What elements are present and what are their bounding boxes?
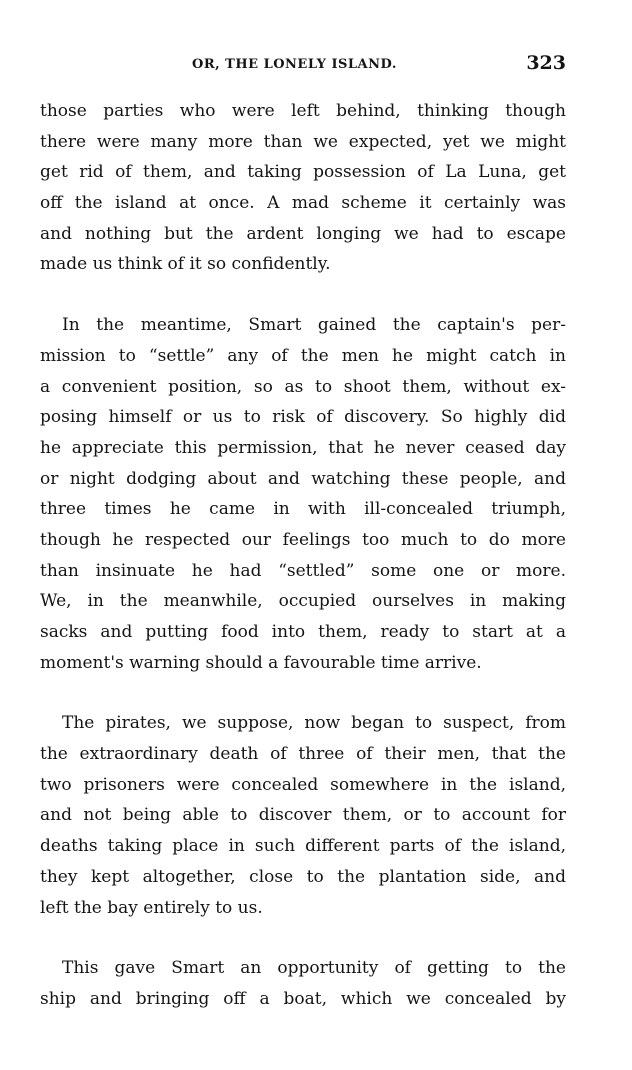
paragraph-1: [40, 96, 566, 280]
running-title: OR, THE LONELY ISLAND.: [192, 57, 397, 72]
body-text: [40, 96, 566, 1015]
paragraph-3: [40, 708, 566, 923]
text-line: deaths taking place in such different parts of the island,: [40, 836, 566, 857]
paragraph-4: [40, 953, 566, 1014]
text-line: made us think of it so confidently.: [40, 254, 331, 275]
text-line: and nothing but the ardent longing we had to escape: [40, 223, 566, 244]
text-line: In the meantime, Smart gained the captain's per-: [62, 315, 566, 336]
text-line: and not being able to discover them, or to account for: [40, 805, 566, 826]
text-line: he appreciate this permission, that he never ceased day: [40, 437, 566, 458]
text-line: left the bay entirely to us.: [40, 897, 263, 918]
text-line: sacks and putting food into them, ready to start at a: [40, 622, 566, 642]
text-line: ship and bringing off a boat, which we concealed by: [40, 988, 566, 1009]
text-line: We, in the meanwhile, occupied ourselves in making: [40, 591, 566, 612]
page-number: 323: [526, 52, 566, 74]
text-line: there were many more than we expected, yet we might: [40, 131, 566, 152]
text-line: they kept altogether, close to the plantation side, and: [40, 866, 566, 887]
text-line: the extraordinary death of three of their men, that the: [40, 744, 566, 765]
text-line: three times he came in with ill-concealed triumph,: [40, 499, 566, 520]
text-line: moment's warning should a favourable time arrive.: [40, 652, 482, 673]
page-header: [40, 52, 566, 78]
paragraph-2: [40, 310, 566, 678]
text-line: two prisoners were concealed somewhere in the island,: [40, 774, 566, 795]
text-line: though he respected our feelings too much to do more: [40, 529, 566, 550]
text-line: than insinuate he had “settled” some one or more.: [40, 560, 566, 581]
text-line: mission to “settle” any of the men he might catch in: [40, 345, 566, 366]
text-line: those parties who were left behind, thinking though: [40, 101, 566, 121]
text-line: posing himself or us to risk of discovery. So highly did: [40, 407, 566, 428]
text-line: off the island at once. A mad scheme it certainly was: [40, 193, 566, 214]
text-line: This gave Smart an opportunity of getting to the: [62, 958, 566, 979]
text-line: a convenient position, so as to shoot them, without ex-: [40, 376, 566, 397]
text-line: or night dodging about and watching these people, and: [40, 468, 566, 489]
text-line: The pirates, we suppose, now began to suspect, from: [62, 713, 566, 734]
text-line: get rid of them, and taking possession of La Luna, get: [40, 162, 566, 183]
